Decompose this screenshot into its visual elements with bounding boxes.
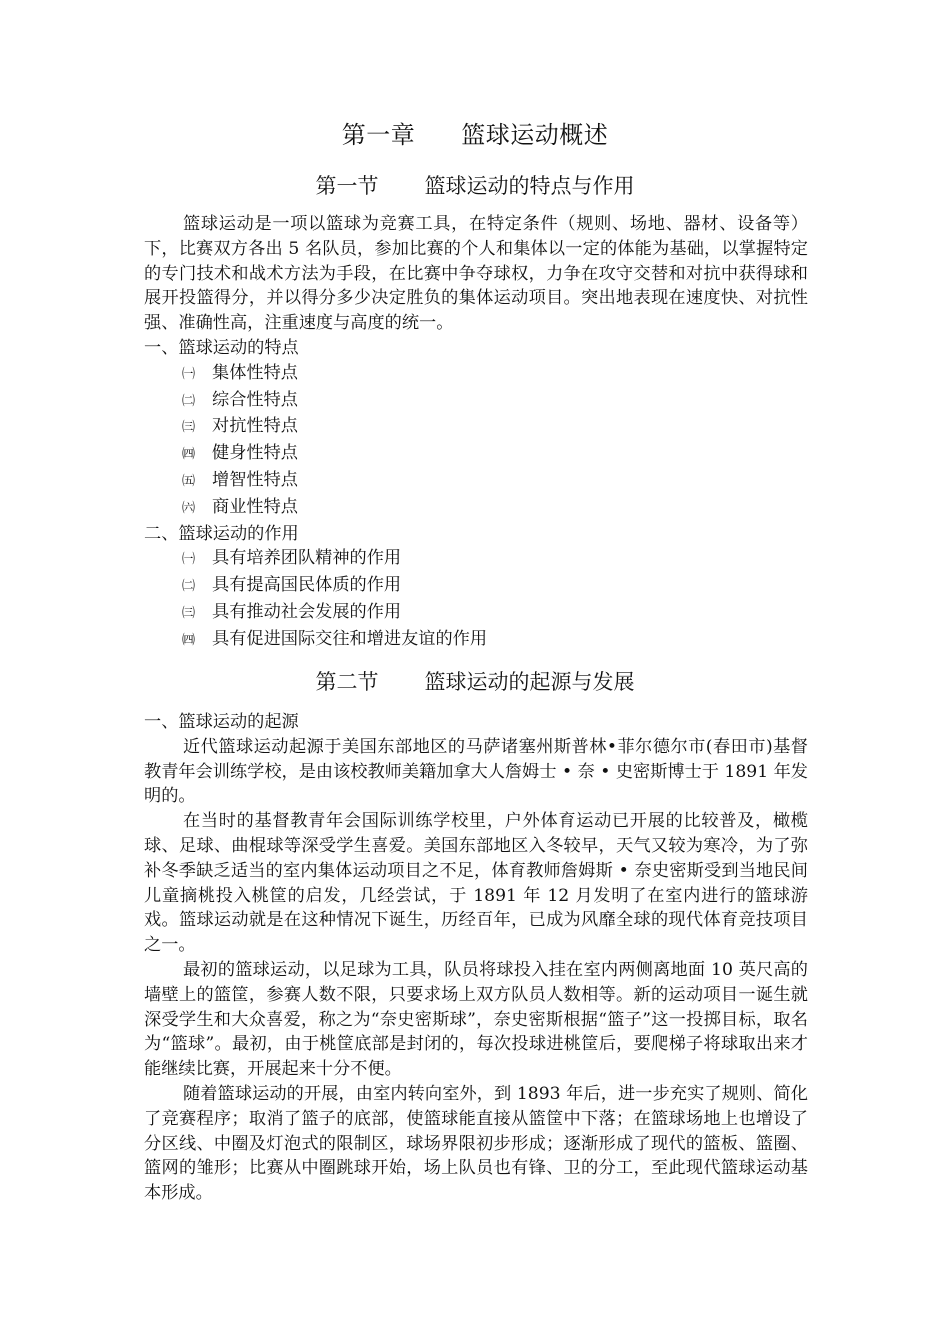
feature-number: ㈤	[182, 473, 196, 489]
chapter-number: 第一章	[341, 121, 416, 149]
feature-label: 商业性特点	[212, 496, 298, 517]
body-paragraph: 在当时的基督教青年会国际训练学校里，户外体育运动已开展的比较普及，橄榄球、足球、曲棍球等深受学生喜爱。美国东部地区入冬较早，天气又较为寒冷，为了弥补冬季缺乏适当的室内集体运动项目之不足，体育教师詹姆斯 • 奈史密斯受到当地民间儿童摘桃投入桃筐的启发，几经尝试，于 1891 年 12 月发明了在室内进行的篮球游戏。篮球运动就是在这种情况下诞生，历经百年，已成为风靡全球的现代体育竞技项目之一。	[144, 811, 808, 956]
feature-item	[144, 414, 808, 441]
role-label: 具有促进国际交往和增进友谊的作用	[212, 628, 488, 649]
feature-number: ㈡	[182, 393, 196, 409]
feature-label: 综合性特点	[212, 389, 298, 410]
body-paragraph: 随着篮球运动的开展，由室内转向室外，到 1893 年后，进一步充实了规则、简化了竞赛程序；取消了篮子的底部，使篮球能直接从篮筐中下落；在篮球场地上也增设了分区线、中圈及灯泡式的限制区，球场界限初步形成；逐渐形成了现代的篮板、篮圈、篮网的雏形；比赛从中圈跳球开始，场上队员也有锋、卫的分工，至此现代篮球运动基本形成。	[144, 1083, 808, 1204]
role-label: 具有推动社会发展的作用	[212, 601, 402, 622]
feature-number: ㈠	[182, 366, 196, 382]
section-1-name: 篮球运动的特点与作用	[424, 174, 635, 198]
role-number: ㈣	[182, 632, 196, 648]
features-heading: 一、篮球运动的特点	[144, 337, 299, 358]
feature-number: ㈣	[182, 447, 196, 463]
feature-label: 集体性特点	[212, 362, 298, 383]
section-2-title	[0, 667, 950, 697]
role-item	[144, 627, 808, 654]
chapter-name: 篮球运动概述	[461, 121, 609, 149]
feature-item	[144, 468, 808, 495]
feature-item	[144, 361, 808, 388]
role-item	[144, 600, 808, 627]
section-2-body	[144, 710, 808, 1206]
role-label: 具有提高国民体质的作用	[212, 575, 402, 596]
section-2-name: 篮球运动的起源与发展	[424, 670, 635, 694]
feature-item	[144, 388, 808, 415]
role-label: 具有培养团队精神的作用	[212, 548, 402, 569]
role-number: ㈢	[182, 605, 196, 621]
role-number: ㈠	[182, 552, 196, 568]
origin-heading: 一、篮球运动的起源	[144, 712, 299, 732]
feature-label: 增智性特点	[212, 469, 298, 490]
feature-label: 健身性特点	[212, 443, 298, 464]
intro-paragraph: 篮球运动是一项以篮球为竞赛工具，在特定条件（规则、场地、器材、设备等）下，比赛双方各出 5 名队员，参加比赛的个人和集体以一定的体能为基础，以掌握特定的专门技术和战术方法为手段，在比赛中争夺球权，力争在攻守交替和对抗中获得球和展开投篮得分，并以得分多少决定胜负的集体运动项目。突出地表现在速度快、对抗性强、准确性高，注重速度与高度的统一。	[144, 214, 808, 334]
role-number: ㈡	[182, 579, 196, 595]
body-paragraph: 最初的篮球运动，以足球为工具，队员将球投入挂在室内两侧离地面 10 英尺高的墙壁上的篮筐，参赛人数不限，只要求场上双方队员人数相等。新的运动项目一诞生就深受学生和大众喜爱，称之为“奈史密斯球”，奈史密斯根据“篮子”这一投掷目标，取名为“篮球”。最初，由于桃筐底部是封闭的，每次投球进桃筐后，要爬梯子将球取出来才能继续比赛，开展起来十分不便。	[144, 959, 808, 1080]
feature-label: 对抗性特点	[212, 416, 298, 437]
feature-number: ㈥	[182, 500, 196, 516]
chapter-title	[0, 118, 950, 152]
role-item	[144, 546, 808, 573]
section-1-body	[144, 212, 808, 654]
role-item	[144, 573, 808, 600]
section-2-number: 第二节	[315, 670, 379, 694]
feature-item	[144, 495, 808, 522]
section-1-number: 第一节	[315, 174, 379, 198]
section-1-title	[0, 171, 950, 201]
feature-number: ㈢	[182, 420, 196, 436]
feature-item	[144, 441, 808, 468]
body-paragraph: 近代篮球运动起源于美国东部地区的马萨诸塞州斯普林•菲尔德尔市(春田市)基督教青年会训练学校，是由该校教师美籍加拿大人詹姆士 • 奈 • 史密斯博士于 1891 年发明的。	[144, 736, 808, 807]
roles-heading: 二、篮球运动的作用	[144, 523, 299, 544]
